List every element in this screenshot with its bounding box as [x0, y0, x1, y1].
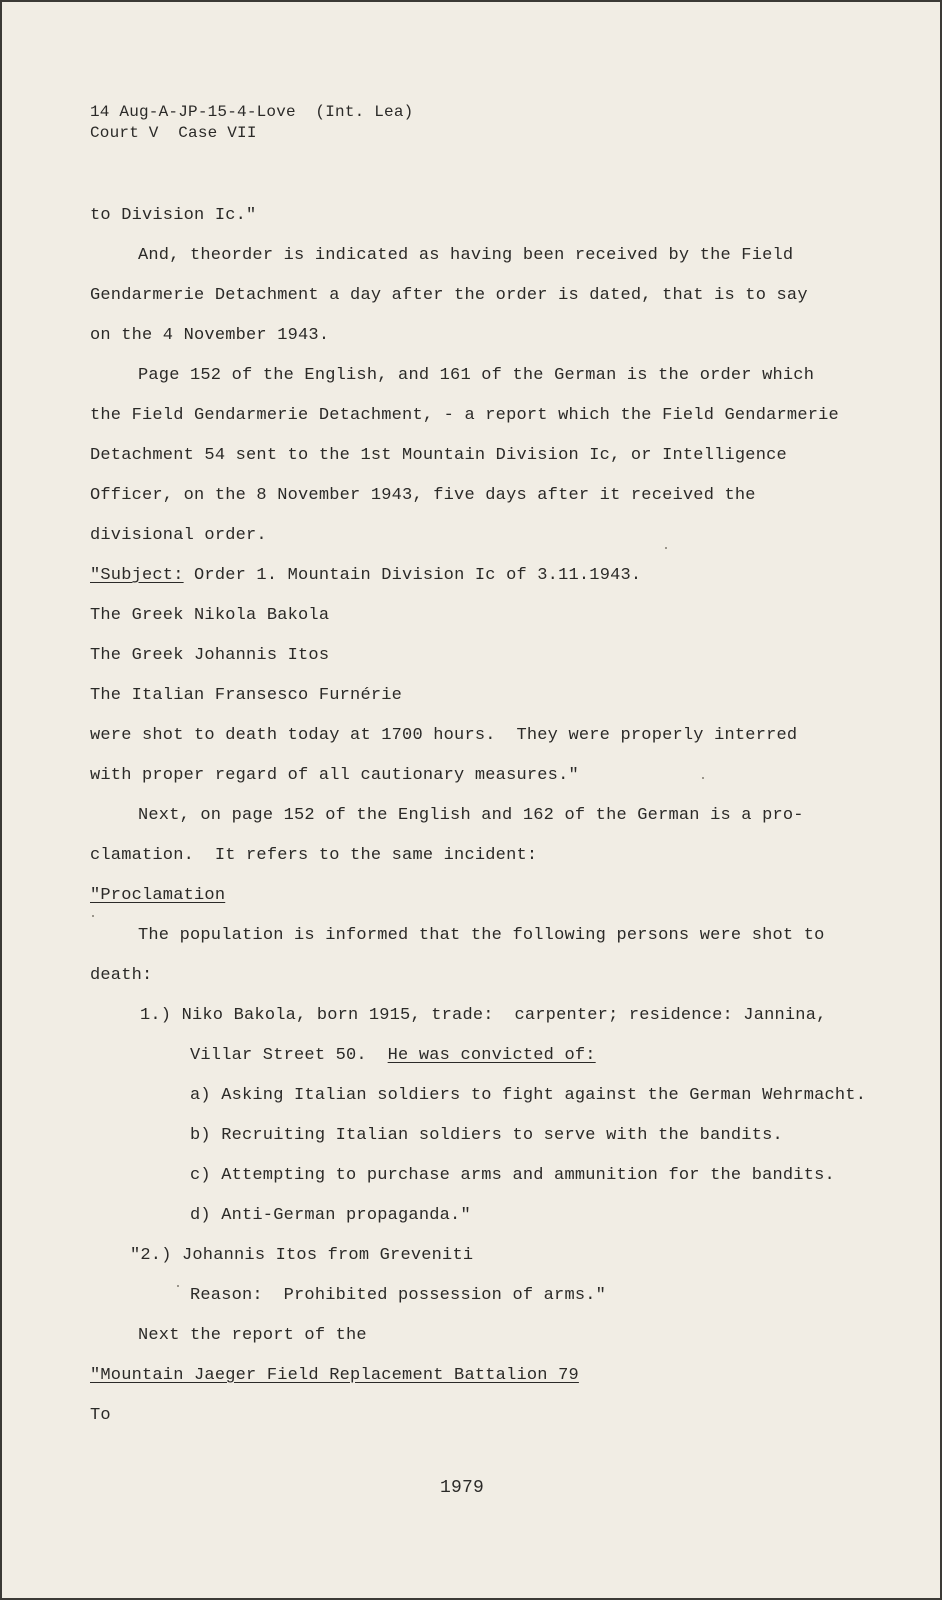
sub-list-item: a) Asking Italian soldiers to fight against the German Wehrmacht. [190, 1086, 867, 1105]
body-line: And, theorder is indicated as having been received by the Field [138, 246, 794, 265]
address-text: Villar Street 50. [190, 1046, 388, 1065]
body-line: Officer, on the 8 November 1943, five days after it received the [90, 486, 756, 505]
body-line: divisional order. [90, 526, 267, 545]
body-line: Detachment 54 sent to the 1st Mountain Division Ic, or Intelligence [90, 446, 787, 465]
body-line: the Field Gendarmerie Detachment, - a report which the Field Gendarmerie [90, 406, 839, 425]
body-line: To [90, 1406, 111, 1425]
paper-speck [92, 915, 94, 917]
body-line: Page 152 of the English, and 161 of the German is the order which [138, 366, 815, 385]
list-item: 1.) Niko Bakola, born 1915, trade: carpenter; residence: Jannina, [140, 1006, 827, 1025]
body-line: Next, on page 152 of the English and 162 of the German is a pro- [138, 806, 804, 825]
document-page [2, 2, 940, 1598]
paper-speck [177, 1285, 179, 1287]
sub-list-item: b) Recruiting Italian soldiers to serve with the bandits. [190, 1126, 783, 1145]
body-line: The Greek Nikola Bakola [90, 606, 330, 625]
paper-speck [665, 547, 667, 549]
convicted-label: He was convicted of: [387, 1046, 596, 1065]
list-item: "2.) Johannis Itos from Greveniti [130, 1246, 474, 1265]
page-number: 1979 [440, 1478, 485, 1498]
body-line: clamation. It refers to the same incident: [90, 846, 538, 865]
subject-line [90, 566, 641, 586]
header-reference: 14 Aug-A-JP-15-4-Love (Int. Lea) [90, 103, 414, 121]
body-line: Gendarmerie Detachment a day after the order is dated, that is to say [90, 286, 808, 305]
body-line: The Italian Fransesco Furnérie [90, 686, 403, 705]
body-line: on the 4 November 1943. [90, 326, 330, 345]
body-line: death: [90, 966, 153, 985]
body-line: to Division Ic." [90, 206, 257, 225]
list-item-continuation [190, 1046, 596, 1066]
header-court-case: Court V Case VII [90, 124, 257, 142]
sub-list-item: d) Anti-German propaganda." [190, 1206, 471, 1225]
body-line: The Greek Johannis Itos [90, 646, 330, 665]
list-item-continuation: Reason: Prohibited possession of arms." [190, 1286, 607, 1305]
subject-label: "Subject: [90, 566, 184, 585]
battalion-heading: "Mountain Jaeger Field Replacement Battalion 79 [90, 1366, 579, 1385]
paper-speck [702, 777, 704, 779]
sub-list-item: c) Attempting to purchase arms and ammunition for the bandits. [190, 1166, 835, 1185]
body-line: Next the report of the [138, 1326, 367, 1345]
proclamation-heading: "Proclamation [90, 886, 226, 905]
body-line: were shot to death today at 1700 hours. They were properly interred [90, 726, 798, 745]
subject-text: Order 1. Mountain Division Ic of 3.11.1943. [183, 566, 642, 585]
body-line: with proper regard of all cautionary measures." [90, 766, 579, 785]
body-line: The population is informed that the following persons were shot to [138, 926, 825, 945]
